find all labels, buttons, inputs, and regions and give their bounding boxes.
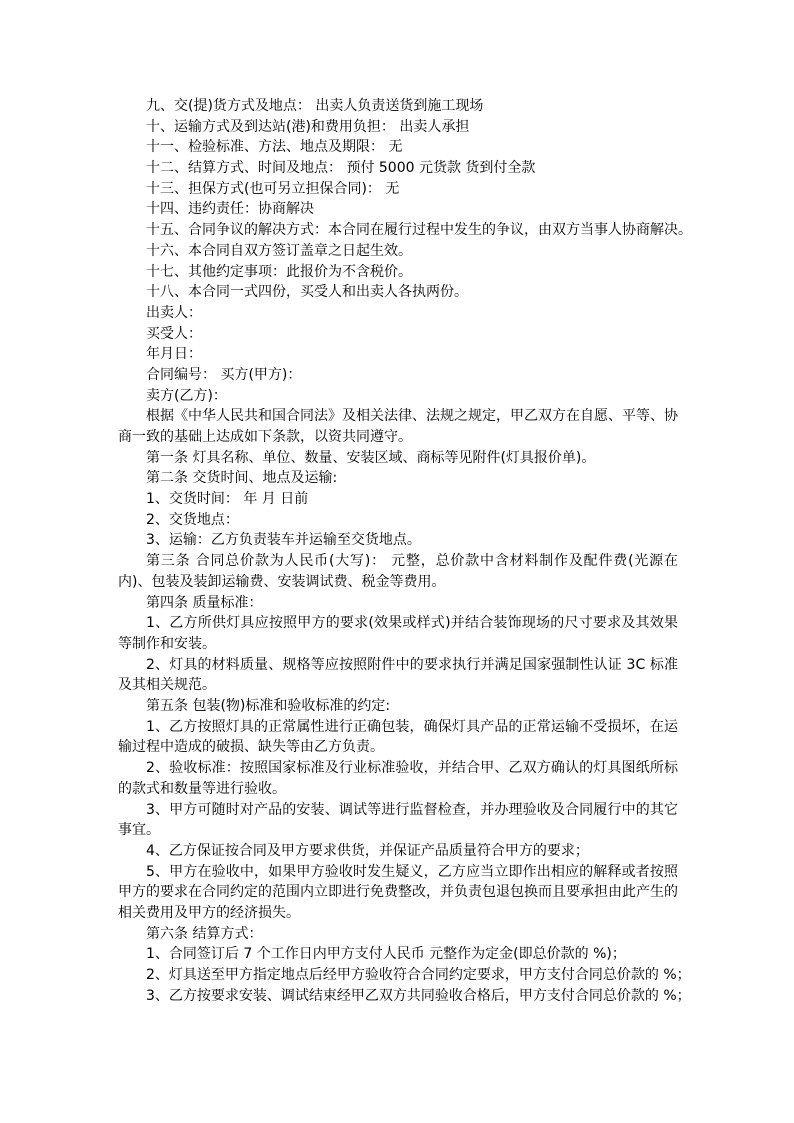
article-4-item-2: 2、灯具的材料质量、规格等应按照附件中的要求执行并满足国家强制性认证 3C 标准及其相关规范。 xyxy=(118,656,678,694)
buyer-field: 买受人： xyxy=(146,325,202,342)
clause-9-delivery-method: 九、交(提)货方式及地点： 出卖人负责送货到施工现场 xyxy=(146,98,484,114)
clause-15-dispute: 十五、合同争议的解决方式：本合同在履行过程中发生的争议，由双方当事人协商解决。 xyxy=(146,222,692,239)
article-6-item-2: 2、灯具送至甲方指定地点后经甲方验收符合合同约定要求，甲方支付合同总价款的 %； xyxy=(146,967,691,984)
article-5-title: 第五条 包装(物)标准和验收标准的约定: xyxy=(146,698,391,715)
article-2-title: 第二条 交货时间、地点及运输: xyxy=(146,470,338,487)
article-3: 第三条 合同总价款为人民币(大写)： 元整，总价款中含材料制作及配件费(光源在内)、包装及装卸运输费、安装调试费、税金等费用。 xyxy=(118,553,678,590)
article-6-item-3: 3、乙方按要求安装、调试结束经甲乙双方共同验收合格后，甲方支付合同总价款的 %； xyxy=(146,987,691,1004)
article-4-title: 第四条 质量标准： xyxy=(146,594,263,611)
article-6-item-1: 1、合同签订后 7 个工作日内甲方支付人民币 元整作为定金(即总价款的 %)； xyxy=(146,946,626,963)
article-5-item-1: 1、乙方按照灯具的正常属性进行正确包装，确保灯具产品的正常运输不受损坏，在运输过程中造成的破损、缺失等由乙方负责。 xyxy=(118,718,678,756)
seller-field: 出卖人： xyxy=(146,304,202,321)
clause-13-guarantee: 十三、担保方式(也可另立担保合同)： 无 xyxy=(146,180,400,197)
article-2-item-1: 1、交货时间： 年 月 日前 xyxy=(146,491,309,508)
seller-party-b-field: 卖方(乙方)： xyxy=(146,387,227,404)
clause-12-settlement: 十二、结算方式、时间及地点： 预付 5000 元货款 货到付全款 xyxy=(146,160,536,177)
preamble-paragraph: 根据《中华人民共和国合同法》及相关法律、法规之规定，甲乙双方在自愿、平等、协商一致的基础上达成如下条款，以资共同遵守。 xyxy=(118,408,678,446)
article-6-title: 第六条 结算方式： xyxy=(146,925,263,942)
article-2-item-2: 2、交货地点： xyxy=(146,511,239,528)
contract-body xyxy=(118,96,692,1007)
article-1: 第一条 灯具名称、单位、数量、安装区域、商标等见附件(灯具报价单)。 xyxy=(146,449,596,466)
clause-18-copies: 十八、本合同一式四份，买受人和出卖人各执两份。 xyxy=(146,284,468,301)
article-5-item-4: 4、乙方保证按合同及甲方要求供货，并保证产品质量符合甲方的要求； xyxy=(146,842,589,859)
clause-10-transport: 十、运输方式及到达站(港)和费用负担： 出卖人承担 xyxy=(146,118,470,135)
contract-number-field: 合同编号： 买方(甲方)： xyxy=(146,366,302,383)
clause-17-other: 十七、其他约定事项：此报价为不含税价。 xyxy=(146,263,412,280)
article-4-item-1: 1、乙方所供灯具应按照甲方的要求(效果或样式)并结合装饰现场的尺寸要求及其效果等制作和安装。 xyxy=(118,615,678,652)
article-5-item-5: 5、甲方在验收中，如果甲方验收时发生疑义，乙方应当立即作出相应的解释或者按照甲方的要求在合同约定的范围内立即进行免费整改，并负责包退包换而且要承担由此产生的相关费用及甲方的经济损失。 xyxy=(118,863,678,922)
clause-14-liability: 十四、违约责任：协商解决 xyxy=(146,201,314,218)
date-field: 年月日： xyxy=(146,346,202,363)
clause-11-inspection: 十一、检验标准、方法、地点及期限： 无 xyxy=(146,139,403,156)
article-2-item-3: 3、运输：乙方负责装车并运输至交货地点。 xyxy=(146,532,421,549)
clause-16-effective: 十六、本合同自双方签订盖章之日起生效。 xyxy=(146,242,412,259)
article-5-item-2: 2、验收标准：按照国家标准及行业标准验收，并结合甲、乙双方确认的灯具图纸所标的款式和数量等进行验收。 xyxy=(118,760,678,797)
article-5-item-3: 3、甲方可随时对产品的安装、调试等进行监督检查，并办理验收及合同履行中的其它事宜。 xyxy=(118,801,678,839)
